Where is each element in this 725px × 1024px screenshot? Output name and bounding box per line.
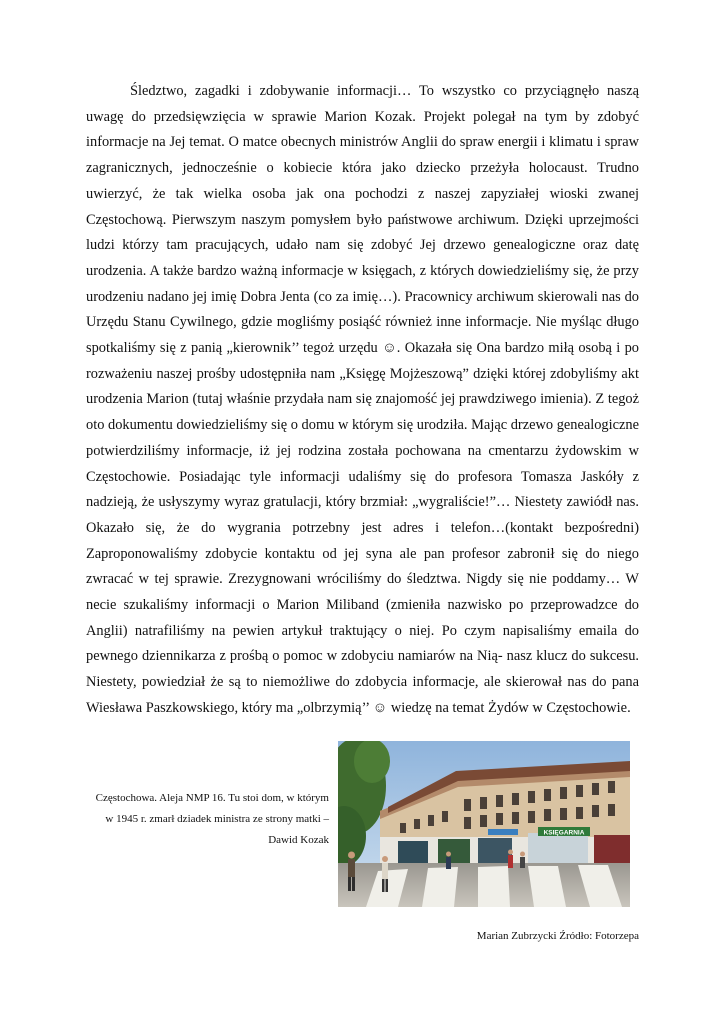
photo-caption: Częstochowa. Aleja NMP 16. Tu stoi dom, w którym w 1945 r. zmarł dziadek ministra ze strony matki – Dawid Kozak [95, 792, 329, 846]
photo-credit: Marian Zubrzycki Źródło: Fotorzepa [476, 930, 639, 942]
street-photo [338, 741, 630, 907]
article-paragraph: Śledztwo, zagadki i zdobywanie informacji… To wszystko co przyciągnęło naszą uwagę do przedsięwzięcia w sprawie Marion Kozak. Projekt polegał na tym by zdobyć informacje na Jej temat. O matce obecnych ministrów Anglii do spraw energii i klimatu i spraw zagranicznych, jednocześnie o kobiecie która jako dziecko przeżyła holocaust. Trudno uwierzyć, że tak wielka osoba jak ona pochodzi z naszej zapyziałej wioski zwanej Częstochową. Pierwszym naszym pomysłem było państwowe archiwum. Dzięki uprzejmości ludzi którzy tam pracujących, udało nam się zdobyć Jej drzewo genealogiczne oraz datę urodzenia. A także bardzo ważną informacje w księgach, z których dowiedzieliśmy się, że przy urodzeniu nadano jej imię Dobra Jenta (co za imię…). Pracownicy archiwum skierowali nas do Urzędu Stanu Cywilnego, gdzie mogliśmy posiąść również inne informacje. Nie myśląc długo spotkaliśmy się z panią „kierownik’’ tegoż urzędu ☺. Okazała się Ona bardzo miłą osobą i po rozważeniu naszej prośby udostępniła nam „Księgę Mojżeszową” dzięki której zdobyliśmy akt urodzenia Marion (tutaj właśnie przydała nam się znajomość jej prawdziwego imienia). Z tegoż oto dokumentu dowiedzieliśmy się o domu w którym się urodziła. Mając drzewo genealogiczne potwierdziliśmy informacje, iż jej rodzina została pochowana na cmentarzu żydowskim w Częstochowie. Posiadając tyle informacji udaliśmy się do profesora Tomasza Jaskóły z nadzieją, że usłyszymy wyraz gratulacji, który brzmiał: „wygraliście!”… Niestety zawiódł nas. Okazało się, że do wygrania potrzebny jest adres i telefon…(kontakt bezpośredni) Zaproponowaliśmy zdobycie kontaktu od jej syna ale pan profesor zabronił się do niego zwracać w tej sprawie. Zrezygnowani wróciliśmy do śledztwa. Nigdy się nie poddamy… W necie szukaliśmy informacji o Marion Miliband (zmieniła nazwisko po przeprowadzce do Anglii) natrafiliśmy na pewien artykuł traktujący o niej. Po czym napisaliśmy emaila do pewnego dziennikarza z prośbą o pomoc w zdobyciu namiarów na Nią- nasz klucz do sukcesu. Niestety, powiedział że są to niemożliwe do zdobycia informacje, ale skierował nas do pana Wiesława Paszkowskiego, który ma „olbrzymią’’ ☺ wiedzę na temat Żydów w Częstochowie. [86, 83, 639, 716]
shop-sign: KSIĘGARNIA [543, 829, 585, 837]
